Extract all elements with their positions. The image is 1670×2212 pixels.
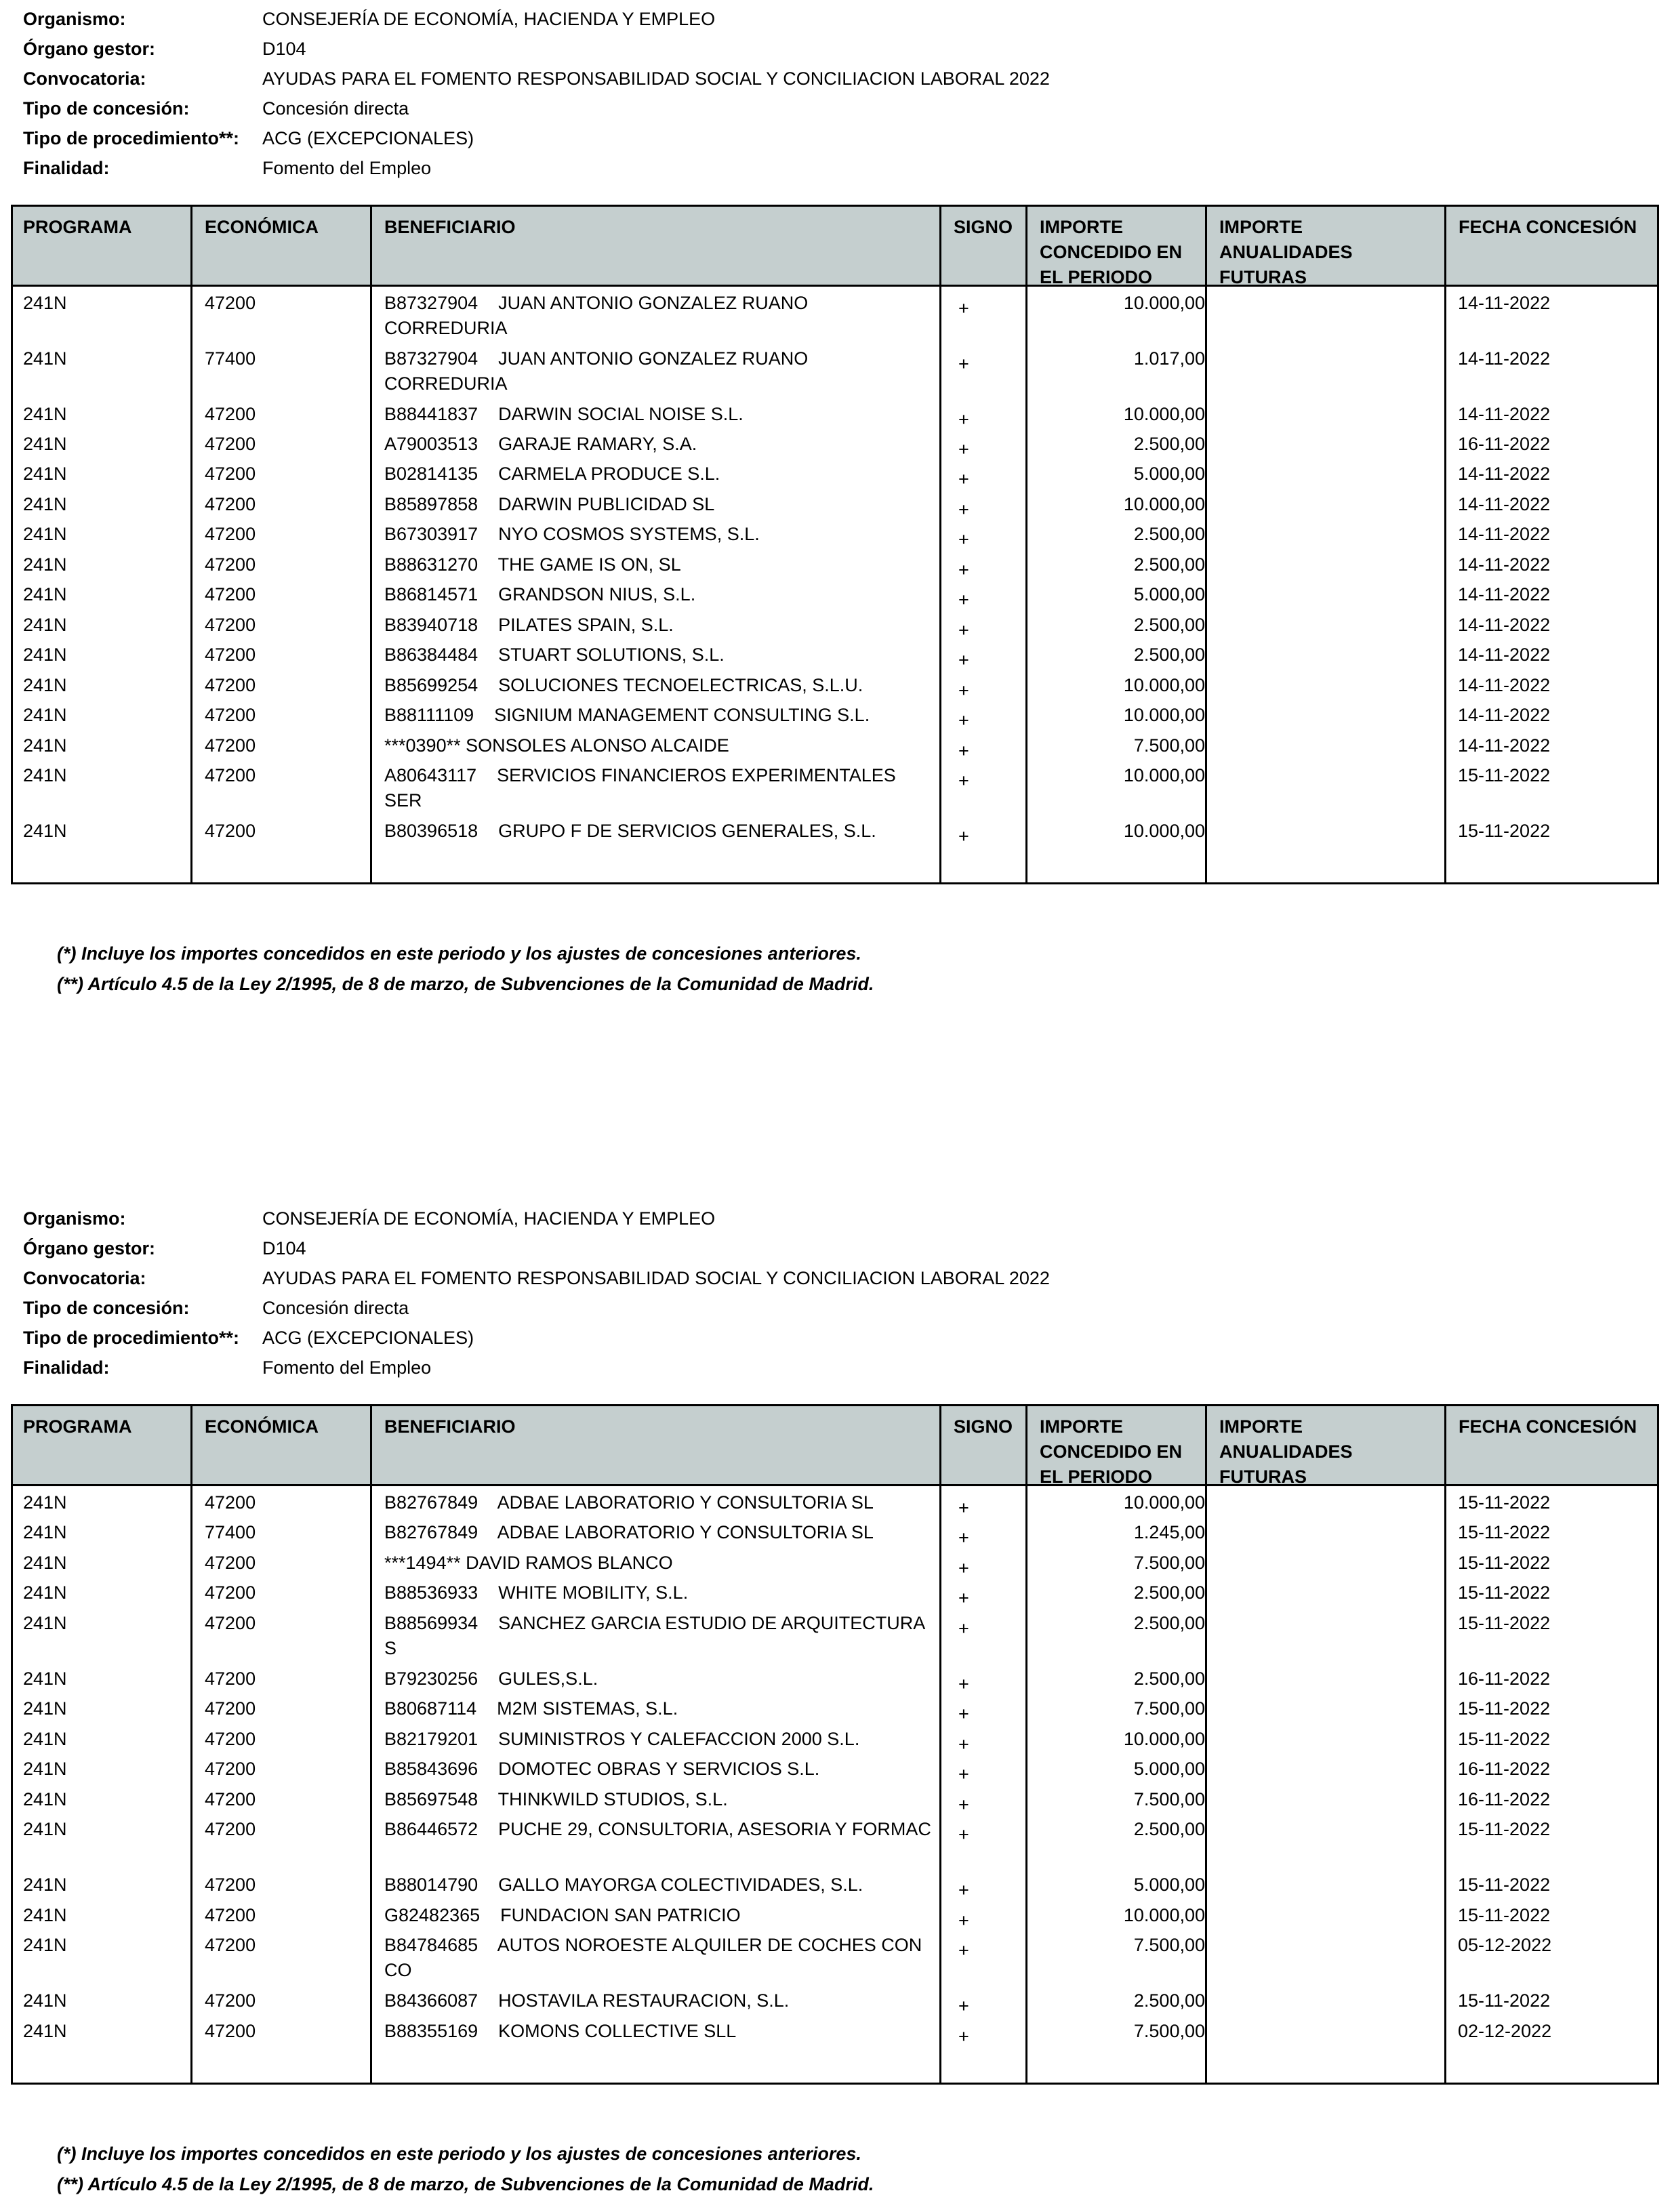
cell-importe: 10.000,00 <box>1123 293 1205 313</box>
column-divider <box>1025 1406 1027 2083</box>
cell-signo: + <box>958 1588 969 1608</box>
cell-importe: 7.500,00 <box>1133 735 1205 756</box>
cell-economica: 47200 <box>205 1553 256 1573</box>
cell-programa: 241N <box>23 675 67 695</box>
cell-fecha: 15-11-2022 <box>1458 765 1551 785</box>
cell-fecha: 14-11-2022 <box>1458 735 1551 756</box>
cell-fecha: 02-12-2022 <box>1458 2021 1552 2041</box>
cell-beneficiario: B83940718 PILATES SPAIN, S.L. <box>384 615 674 635</box>
cell-beneficiario: B85699254 SOLUCIONES TECNOELECTRICAS, S.L.U. <box>384 675 863 695</box>
cell-signo: + <box>958 354 969 374</box>
cell-economica: 47200 <box>205 2021 256 2041</box>
cell-economica: 47200 <box>205 1492 256 1513</box>
cell-beneficiario: B87327904 JUAN ANTONIO GONZALEZ RUANO CORREDURIA <box>384 293 813 338</box>
table-row <box>13 1662 1657 1692</box>
cell-importe: 10.000,00 <box>1123 1492 1205 1513</box>
cell-beneficiario: B88569934 SANCHEZ GARCIA ESTUDIO DE ARQUITECTURA S <box>384 1613 930 1658</box>
cell-fecha: 05-12-2022 <box>1458 1935 1552 1955</box>
column-header-importe: IMPORTE CONCEDIDO EN EL PERIODO <box>1040 1416 1183 1487</box>
metadata-label: Órgano gestor: <box>23 39 156 59</box>
column-divider <box>1025 207 1027 882</box>
cell-programa: 241N <box>23 464 67 484</box>
column-divider <box>370 1406 372 2083</box>
table-row <box>13 1723 1657 1753</box>
table-row <box>13 1783 1657 1813</box>
cell-beneficiario: B86446572 PUCHE 29, CONSULTORIA, ASESORIA Y FORMAC <box>384 1819 931 1839</box>
cell-beneficiario: B88355169 KOMONS COLLECTIVE SLL <box>384 2021 737 2041</box>
table-row <box>13 1753 1657 1783</box>
table-row <box>13 1516 1657 1547</box>
cell-fecha: 14-11-2022 <box>1458 404 1551 424</box>
metadata-label: Tipo de concesión: <box>23 1298 190 1318</box>
cell-signo: + <box>958 590 969 610</box>
table-row <box>13 759 1657 815</box>
cell-beneficiario: A79003513 GARAJE RAMARY, S.A. <box>384 434 697 454</box>
metadata-label: Tipo de procedimiento**: <box>23 128 240 148</box>
cell-fecha: 14-11-2022 <box>1458 584 1551 605</box>
cell-signo: + <box>958 1734 969 1755</box>
cell-beneficiario: B85843696 DOMOTEC OBRAS Y SERVICIOS S.L. <box>384 1759 820 1779</box>
table-row <box>13 815 1657 882</box>
cell-importe: 10.000,00 <box>1123 675 1205 695</box>
cell-fecha: 15-11-2022 <box>1458 1875 1551 1895</box>
cell-programa: 241N <box>23 1935 67 1955</box>
cell-fecha: 15-11-2022 <box>1458 1905 1551 1925</box>
table-row <box>13 287 1657 342</box>
cell-programa: 241N <box>23 1905 67 1925</box>
cell-importe: 2.500,00 <box>1133 1668 1205 1689</box>
cell-fecha: 15-11-2022 <box>1458 1729 1551 1749</box>
cell-importe: 10.000,00 <box>1123 821 1205 841</box>
metadata-value: CONSEJERÍA DE ECONOMÍA, HACIENDA Y EMPLEO <box>262 9 716 29</box>
cell-economica: 47200 <box>205 404 256 424</box>
cell-signo: + <box>958 1528 969 1548</box>
cell-signo: + <box>958 1824 969 1845</box>
cell-signo: + <box>958 1674 969 1694</box>
cell-programa: 241N <box>23 615 67 635</box>
cell-economica: 47200 <box>205 1990 256 2011</box>
cell-economica: 77400 <box>205 1522 256 1542</box>
metadata-value: AYUDAS PARA EL FOMENTO RESPONSABILIDAD SOCIAL Y CONCILIACION LABORAL 2022 <box>262 68 1050 89</box>
column-header-fecha: FECHA CONCESIÓN <box>1459 1416 1637 1437</box>
cell-programa: 241N <box>23 1613 67 1633</box>
cell-fecha: 15-11-2022 <box>1458 1522 1551 1542</box>
cell-signo: + <box>958 680 969 701</box>
cell-economica: 47200 <box>205 293 256 313</box>
table-body <box>13 1486 1657 2083</box>
cell-importe: 2.500,00 <box>1133 644 1205 665</box>
cell-beneficiario: B85697548 THINKWILD STUDIOS, S.L. <box>384 1789 728 1809</box>
cell-programa: 241N <box>23 644 67 665</box>
cell-programa: 241N <box>23 1819 67 1839</box>
cell-fecha: 15-11-2022 <box>1458 1553 1551 1573</box>
cell-beneficiario: G82482365 FUNDACION SAN PATRICIO <box>384 1905 741 1925</box>
cell-signo: + <box>958 1996 969 2016</box>
cell-economica: 47200 <box>205 584 256 605</box>
grants-table <box>11 1404 1659 2085</box>
cell-beneficiario: B84366087 HOSTAVILA RESTAURACION, S.L. <box>384 1990 790 2011</box>
table-header <box>13 207 1657 287</box>
table-row <box>13 578 1657 609</box>
metadata-value: ACG (EXCEPCIONALES) <box>262 1328 474 1348</box>
cell-economica: 47200 <box>205 821 256 841</box>
cell-economica: 47200 <box>205 705 256 725</box>
cell-beneficiario: B80396518 GRUPO F DE SERVICIOS GENERALES, S.L. <box>384 821 876 841</box>
cell-fecha: 15-11-2022 <box>1458 1990 1551 2011</box>
cell-economica: 47200 <box>205 675 256 695</box>
cell-importe: 2.500,00 <box>1133 1613 1205 1633</box>
cell-beneficiario: B88111109 SIGNIUM MANAGEMENT CONSULTING S.L. <box>384 705 870 725</box>
cell-beneficiario: B80687114 M2M SISTEMAS, S.L. <box>384 1698 678 1719</box>
cell-signo: + <box>958 1704 969 1724</box>
cell-importe: 5.000,00 <box>1133 584 1205 605</box>
table-row <box>13 638 1657 669</box>
cell-importe: 7.500,00 <box>1133 1553 1205 1573</box>
metadata-label: Convocatoria: <box>23 1268 146 1288</box>
metadata-value: Fomento del Empleo <box>262 1357 432 1378</box>
cell-economica: 47200 <box>205 1582 256 1603</box>
column-header-beneficiario: BENEFICIARIO <box>384 217 516 237</box>
table-row <box>13 488 1657 518</box>
cell-economica: 47200 <box>205 434 256 454</box>
table-row <box>13 2015 1657 2083</box>
cell-beneficiario: B88014790 GALLO MAYORGA COLECTIVIDADES, S.L. <box>384 1875 863 1895</box>
cell-beneficiario: A80643117 SERVICIOS FINANCIEROS EXPERIMENTALES SER <box>384 765 901 811</box>
cell-signo: + <box>958 710 969 731</box>
cell-fecha: 16-11-2022 <box>1458 1789 1551 1809</box>
column-header-futuras: IMPORTE ANUALIDADES FUTURAS <box>1219 1416 1353 1487</box>
table-row <box>13 342 1657 398</box>
metadata-label: Finalidad: <box>23 158 110 178</box>
cell-signo: + <box>958 469 969 489</box>
cell-importe: 5.000,00 <box>1133 1759 1205 1779</box>
cell-beneficiario: B86814571 GRANDSON NIUS, S.L. <box>384 584 696 605</box>
cell-fecha: 14-11-2022 <box>1458 675 1551 695</box>
cell-economica: 47200 <box>205 524 256 544</box>
cell-importe: 1.245,00 <box>1133 1522 1205 1542</box>
cell-programa: 241N <box>23 524 67 544</box>
column-divider <box>1205 1406 1207 2083</box>
cell-programa: 241N <box>23 554 67 575</box>
table-body <box>13 287 1657 882</box>
cell-economica: 47200 <box>205 1935 256 1955</box>
cell-programa: 241N <box>23 765 67 785</box>
metadata-label: Tipo de procedimiento**: <box>23 1328 240 1348</box>
cell-programa: 241N <box>23 293 67 313</box>
table-row <box>13 1576 1657 1607</box>
cell-signo: + <box>958 826 969 846</box>
column-divider <box>1444 207 1446 882</box>
column-divider <box>939 1406 941 2083</box>
cell-fecha: 14-11-2022 <box>1458 554 1551 575</box>
cell-signo: + <box>958 529 969 550</box>
cell-importe: 10.000,00 <box>1123 765 1205 785</box>
cell-beneficiario: B02814135 CARMELA PRODUCE S.L. <box>384 464 720 484</box>
cell-signo: + <box>958 1558 969 1578</box>
cell-importe: 2.500,00 <box>1133 1819 1205 1839</box>
metadata-label: Tipo de concesión: <box>23 98 190 119</box>
cell-economica: 47200 <box>205 644 256 665</box>
metadata-label: Órgano gestor: <box>23 1238 156 1258</box>
cell-economica: 77400 <box>205 348 256 369</box>
cell-fecha: 15-11-2022 <box>1458 1819 1551 1839</box>
cell-signo: + <box>958 620 969 640</box>
table-row <box>13 669 1657 699</box>
cell-programa: 241N <box>23 2021 67 2041</box>
cell-economica: 47200 <box>205 464 256 484</box>
cell-programa: 241N <box>23 494 67 514</box>
table-row <box>13 1692 1657 1723</box>
cell-fecha: 15-11-2022 <box>1458 821 1551 841</box>
cell-fecha: 15-11-2022 <box>1458 1492 1551 1513</box>
cell-importe: 2.500,00 <box>1133 434 1205 454</box>
cell-beneficiario: B88536933 WHITE MOBILITY, S.L. <box>384 1582 689 1603</box>
cell-economica: 47200 <box>205 1729 256 1749</box>
cell-importe: 2.500,00 <box>1133 524 1205 544</box>
cell-programa: 241N <box>23 1990 67 2011</box>
cell-importe: 5.000,00 <box>1133 464 1205 484</box>
cell-economica: 47200 <box>205 765 256 785</box>
table-row <box>13 1486 1657 1516</box>
cell-signo: + <box>958 1764 969 1784</box>
cell-fecha: 14-11-2022 <box>1458 464 1551 484</box>
cell-fecha: 14-11-2022 <box>1458 494 1551 514</box>
metadata-value: Fomento del Empleo <box>262 158 432 178</box>
grants-table <box>11 205 1659 884</box>
cell-beneficiario: B88441837 DARWIN SOCIAL NOISE S.L. <box>384 404 744 424</box>
cell-importe: 1.017,00 <box>1133 348 1205 369</box>
cell-signo: + <box>958 439 969 459</box>
table-row <box>13 1607 1657 1662</box>
cell-fecha: 15-11-2022 <box>1458 1582 1551 1603</box>
cell-beneficiario: ***1494** DAVID RAMOS BLANCO <box>384 1553 673 1573</box>
footnote: (**) Artículo 4.5 de la Ley 2/1995, de 8 de marzo, de Subvenciones de la Comunidad de Madrid. <box>57 2174 874 2194</box>
column-divider <box>190 207 192 882</box>
cell-fecha: 14-11-2022 <box>1458 705 1551 725</box>
cell-fecha: 16-11-2022 <box>1458 1759 1551 1779</box>
cell-importe: 5.000,00 <box>1133 1875 1205 1895</box>
cell-fecha: 14-11-2022 <box>1458 524 1551 544</box>
table-row <box>13 457 1657 488</box>
cell-beneficiario: B87327904 JUAN ANTONIO GONZALEZ RUANO CORREDURIA <box>384 348 813 394</box>
cell-beneficiario: B86384484 STUART SOLUTIONS, S.L. <box>384 644 725 665</box>
cell-fecha: 14-11-2022 <box>1458 348 1551 369</box>
cell-economica: 47200 <box>205 1759 256 1779</box>
cell-programa: 241N <box>23 1759 67 1779</box>
table-row <box>13 428 1657 457</box>
table-row <box>13 699 1657 729</box>
cell-importe: 7.500,00 <box>1133 2021 1205 2041</box>
column-divider <box>939 207 941 882</box>
cell-economica: 47200 <box>205 1698 256 1719</box>
cell-beneficiario: B67303917 NYO COSMOS SYSTEMS, S.L. <box>384 524 760 544</box>
cell-signo: + <box>958 298 969 319</box>
cell-programa: 241N <box>23 1698 67 1719</box>
column-divider <box>1444 1406 1446 2083</box>
cell-programa: 241N <box>23 1492 67 1513</box>
metadata-label: Finalidad: <box>23 1357 110 1378</box>
metadata-label: Organismo: <box>23 1208 126 1229</box>
column-header-economica: ECONÓMICA <box>205 1416 319 1437</box>
table-header <box>13 1406 1657 1486</box>
cell-programa: 241N <box>23 1553 67 1573</box>
footnote: (**) Artículo 4.5 de la Ley 2/1995, de 8 de marzo, de Subvenciones de la Comunidad de Madrid. <box>57 974 874 994</box>
cell-programa: 241N <box>23 1668 67 1689</box>
cell-programa: 241N <box>23 584 67 605</box>
cell-economica: 47200 <box>205 494 256 514</box>
cell-signo: + <box>958 1910 969 1931</box>
column-divider <box>190 1406 192 2083</box>
column-header-signo: SIGNO <box>954 1416 1013 1437</box>
cell-beneficiario: B82767849 ADBAE LABORATORIO Y CONSULTORIA SL <box>384 1492 874 1513</box>
cell-importe: 2.500,00 <box>1133 1990 1205 2011</box>
column-header-beneficiario: BENEFICIARIO <box>384 1416 516 1437</box>
cell-programa: 241N <box>23 1522 67 1542</box>
cell-beneficiario: B84784685 AUTOS NOROESTE ALQUILER DE COCHES CON CO <box>384 1935 927 1980</box>
column-divider <box>370 207 372 882</box>
metadata-value: ACG (EXCEPCIONALES) <box>262 128 474 148</box>
table-row <box>13 518 1657 548</box>
cell-programa: 241N <box>23 434 67 454</box>
table-row <box>13 1929 1657 1984</box>
cell-importe: 2.500,00 <box>1133 554 1205 575</box>
metadata-value: AYUDAS PARA EL FOMENTO RESPONSABILIDAD SOCIAL Y CONCILIACION LABORAL 2022 <box>262 1268 1050 1288</box>
column-divider <box>1205 207 1207 882</box>
table-row <box>13 1984 1657 2015</box>
cell-fecha: 14-11-2022 <box>1458 615 1551 635</box>
metadata-value: D104 <box>262 39 306 59</box>
cell-programa: 241N <box>23 348 67 369</box>
table-row <box>13 1547 1657 1576</box>
column-header-fecha: FECHA CONCESIÓN <box>1459 217 1637 237</box>
table-row <box>13 1813 1657 1868</box>
cell-importe: 7.500,00 <box>1133 1698 1205 1719</box>
table-row <box>13 548 1657 578</box>
cell-signo: + <box>958 2026 969 2047</box>
cell-economica: 47200 <box>205 735 256 756</box>
cell-importe: 10.000,00 <box>1123 1905 1205 1925</box>
cell-beneficiario: B82179201 SUMINISTROS Y CALEFACCION 2000 S.L. <box>384 1729 860 1749</box>
cell-fecha: 15-11-2022 <box>1458 1613 1551 1633</box>
cell-programa: 241N <box>23 1789 67 1809</box>
cell-programa: 241N <box>23 1729 67 1749</box>
cell-importe: 10.000,00 <box>1123 404 1205 424</box>
cell-economica: 47200 <box>205 554 256 575</box>
metadata-value: Concesión directa <box>262 98 409 119</box>
metadata-label: Organismo: <box>23 9 126 29</box>
column-header-economica: ECONÓMICA <box>205 217 319 237</box>
cell-programa: 241N <box>23 735 67 756</box>
table-row <box>13 729 1657 759</box>
cell-programa: 241N <box>23 404 67 424</box>
cell-importe: 7.500,00 <box>1133 1935 1205 1955</box>
table-row <box>13 1899 1657 1929</box>
footnote: (*) Incluye los importes concedidos en este periodo y los ajustes de concesiones anteriores. <box>57 2144 861 2164</box>
cell-economica: 47200 <box>205 1613 256 1633</box>
metadata-label: Convocatoria: <box>23 68 146 89</box>
cell-signo: + <box>958 560 969 580</box>
cell-signo: + <box>958 1940 969 1961</box>
cell-economica: 47200 <box>205 615 256 635</box>
cell-economica: 47200 <box>205 1668 256 1689</box>
cell-beneficiario: B79230256 GULES,S.L. <box>384 1668 598 1689</box>
metadata-value: Concesión directa <box>262 1298 409 1318</box>
column-header-importe: IMPORTE CONCEDIDO EN EL PERIODO <box>1040 217 1183 287</box>
table-row <box>13 609 1657 638</box>
metadata-value: CONSEJERÍA DE ECONOMÍA, HACIENDA Y EMPLEO <box>262 1208 716 1229</box>
cell-signo: + <box>958 771 969 791</box>
cell-fecha: 15-11-2022 <box>1458 1698 1551 1719</box>
column-header-programa: PROGRAMA <box>23 217 132 237</box>
cell-importe: 10.000,00 <box>1123 705 1205 725</box>
cell-programa: 241N <box>23 1875 67 1895</box>
cell-economica: 47200 <box>205 1819 256 1839</box>
cell-economica: 47200 <box>205 1789 256 1809</box>
cell-economica: 47200 <box>205 1905 256 1925</box>
cell-importe: 10.000,00 <box>1123 1729 1205 1749</box>
cell-signo: + <box>958 650 969 670</box>
cell-signo: + <box>958 1880 969 1900</box>
footnotes <box>57 2139 874 2200</box>
cell-programa: 241N <box>23 1582 67 1603</box>
footnotes <box>57 939 874 1000</box>
cell-importe: 7.500,00 <box>1133 1789 1205 1809</box>
cell-beneficiario: B82767849 ADBAE LABORATORIO Y CONSULTORIA SL <box>384 1522 874 1542</box>
column-header-signo: SIGNO <box>954 217 1013 237</box>
footnote: (*) Incluye los importes concedidos en este periodo y los ajustes de concesiones anteriores. <box>57 943 861 964</box>
cell-economica: 47200 <box>205 1875 256 1895</box>
cell-signo: + <box>958 1795 969 1815</box>
cell-signo: + <box>958 409 969 430</box>
column-header-futuras: IMPORTE ANUALIDADES FUTURAS <box>1219 217 1353 287</box>
cell-fecha: 16-11-2022 <box>1458 1668 1551 1689</box>
cell-fecha: 14-11-2022 <box>1458 293 1551 313</box>
cell-programa: 241N <box>23 821 67 841</box>
cell-importe: 2.500,00 <box>1133 1582 1205 1603</box>
cell-beneficiario: B88631270 THE GAME IS ON, SL <box>384 554 681 575</box>
cell-importe: 10.000,00 <box>1123 494 1205 514</box>
cell-signo: + <box>958 741 969 761</box>
cell-fecha: 16-11-2022 <box>1458 434 1551 454</box>
cell-signo: + <box>958 1618 969 1639</box>
cell-beneficiario: B85897858 DARWIN PUBLICIDAD SL <box>384 494 715 514</box>
cell-programa: 241N <box>23 705 67 725</box>
cell-beneficiario: ***0390** SONSOLES ALONSO ALCAIDE <box>384 735 729 756</box>
metadata-value: D104 <box>262 1238 306 1258</box>
table-row <box>13 398 1657 428</box>
cell-signo: + <box>958 1498 969 1518</box>
column-header-programa: PROGRAMA <box>23 1416 132 1437</box>
cell-signo: + <box>958 499 969 520</box>
cell-importe: 2.500,00 <box>1133 615 1205 635</box>
table-row <box>13 1868 1657 1899</box>
cell-fecha: 14-11-2022 <box>1458 644 1551 665</box>
